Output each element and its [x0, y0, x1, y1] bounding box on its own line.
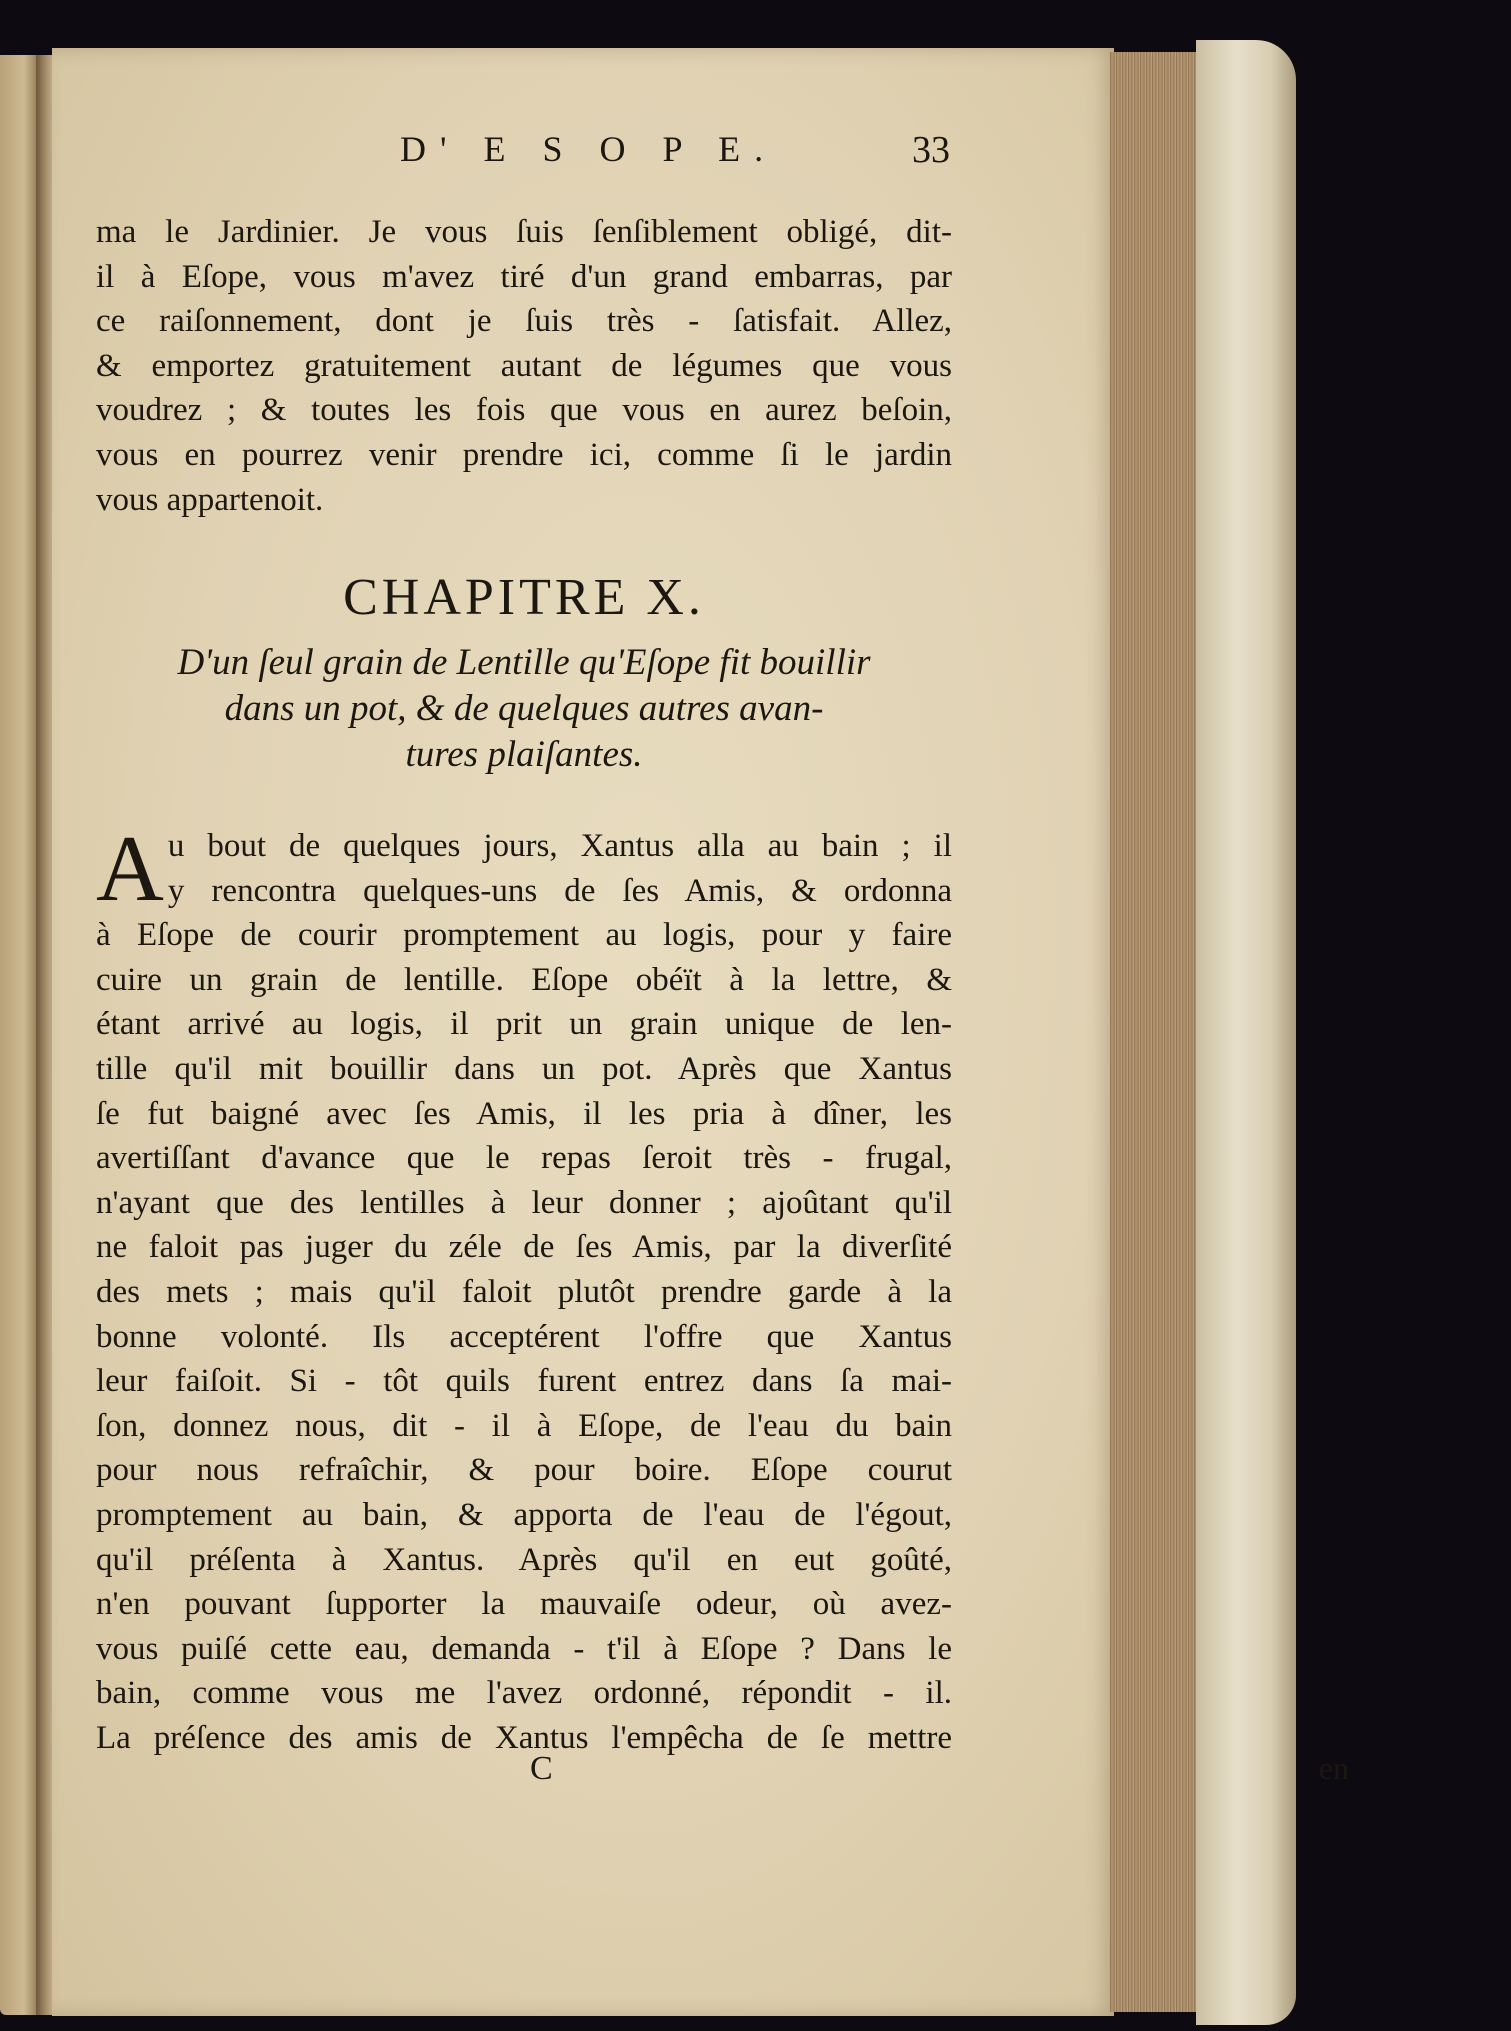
text-line: bain, comme vous me l'avez ordonné, répondit - il. [96, 1675, 952, 1712]
text-line: avertiſſant d'avance que le repas ſeroit très - frugal, [96, 1140, 952, 1177]
text-line: leur faiſoit. Si - tôt quils furent entrez dans ſa mai- [96, 1363, 952, 1400]
text-line: ce raiſonnement, dont je ſuis très - ſatisfait. Allez, [96, 303, 952, 340]
text-line: n'en pouvant ſupporter la mauvaiſe odeur, où avez- [96, 1586, 952, 1623]
text-line: & emportez gratuitement autant de légumes que vous [96, 347, 952, 384]
left-page-edge [0, 55, 40, 2015]
text-line: pour nous refraîchir, & pour boire. Eſope courut [96, 1452, 952, 1489]
text-line: vous puiſé cette eau, demanda - t'il à Eſope ? Dans le [96, 1630, 952, 1667]
text-line: tille qu'il mit bouillir dans un pot. Après que Xantus [96, 1050, 952, 1087]
text-line: u bout de quelques jours, Xantus alla au bain ; il [167, 828, 952, 864]
page-number: 33 [912, 129, 950, 171]
subtitle-line: tures plaiſantes. [405, 734, 643, 775]
chapter-heading: CHAPITRE X. [343, 569, 705, 626]
continuation-paragraph [96, 210, 952, 522]
page-edges [1110, 52, 1202, 2012]
chapter-body [96, 817, 952, 1760]
text-line: à Eſope de courir promptement au logis, pour y faire [96, 917, 952, 954]
text-line: vous appartenoit. [96, 481, 324, 518]
running-title: D' E S O P E. [400, 129, 778, 169]
text-line: des mets ; mais qu'il faloit plutôt prendre garde à la [96, 1273, 952, 1310]
text-line: bonne volonté. Ils acceptérent l'offre que Xantus [96, 1318, 952, 1355]
signature-mark: C [530, 1750, 553, 1787]
text-line: étant arrivé au logis, il prit un grain unique de len- [96, 1006, 952, 1043]
vellum-binding [1196, 40, 1296, 2025]
text-line: ſe fut baigné avec ſes Amis, il les pria à dîner, les [96, 1095, 952, 1132]
text-line: ne faloit pas juger du zéle de ſes Amis, par la diverſité [96, 1229, 952, 1266]
text-line: y rencontra quelques-uns de ſes Amis, & ordonna [167, 872, 952, 909]
drop-cap: A [96, 817, 164, 921]
text-line: qu'il préſenta à Xantus. Après qu'il en eut goûté, [96, 1541, 952, 1578]
text-line: il à Eſope, vous m'avez tiré d'un grand embarras, par [96, 258, 952, 295]
text-line: promptement au bain, & apporta de l'eau de l'égout, [96, 1496, 952, 1533]
text-line: La préſence des amis de Xantus l'empêcha de ſe mettre [96, 1719, 952, 1756]
catchword: en [1318, 1750, 1349, 1786]
text-line: cuire un grain de lentille. Eſope obéït à la lettre, & [96, 961, 952, 998]
text-line: ſon, donnez nous, dit - il à Eſope, de l'eau du bain [96, 1407, 952, 1444]
text-line: n'ayant que des lentilles à leur donner ; ajoûtant qu'il [96, 1184, 952, 1221]
text-line: vous en pourrez venir prendre ici, comme ſi le jardin [96, 436, 952, 473]
chapter-subtitle [96, 640, 952, 778]
subtitle-line: dans un pot, & de quelques autres avan- [224, 688, 824, 729]
subtitle-line: D'un ſeul grain de Lentille qu'Eſope fit bouillir [177, 642, 871, 683]
text-line: ma le Jardinier. Je vous ſuis ſenſiblement obligé, dit- [96, 214, 952, 250]
text-line: voudrez ; & toutes les fois que vous en aurez beſoin, [96, 392, 952, 429]
page-header [400, 128, 950, 188]
